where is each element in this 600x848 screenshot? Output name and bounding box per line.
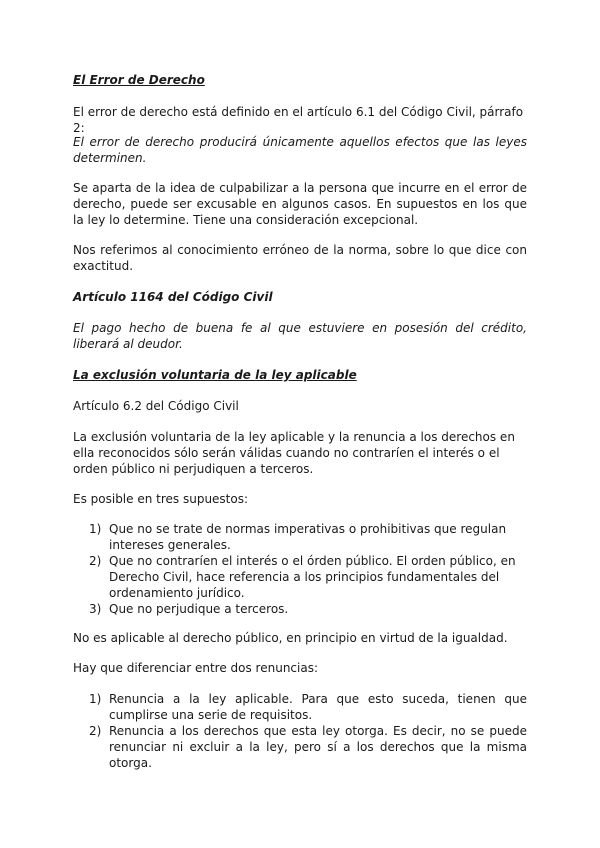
list-item	[73, 723, 527, 771]
list-item-text: Renuncia a los derechos que esta ley otorga. Es decir, no se puede renunciar ni excluir a la ley, pero sí a los derechos que la misma otorga.	[109, 724, 527, 770]
list-item-text: Que no se trate de normas imperativas o prohibitivas que regulan intereses generales.	[109, 522, 507, 552]
heading-exclusion-voluntaria: La exclusión voluntaria de la ley aplicable	[73, 368, 357, 382]
paragraph-excusable: Se aparta de la idea de culpabilizar a la persona que incurre en el error de derecho, puede ser excusable en algunos casos. En supuestos en los que la ley lo determine. Tiene una consideración excepcional.	[73, 181, 527, 227]
list-item	[73, 691, 527, 723]
list-renuncias	[73, 691, 527, 771]
list-item	[73, 553, 527, 601]
paragraph-articulo-6-2: Artículo 6.2 del Código Civil	[73, 399, 239, 413]
list-item-text: Renuncia a la ley aplicable. Para que esto suceda, tienen que cumplirse una serie de requisitos.	[109, 692, 527, 722]
paragraph-dos-renuncias: Hay que diferenciar entre dos renuncias:	[73, 661, 318, 675]
paragraph-tres-supuestos: Es posible en tres supuestos:	[73, 492, 249, 506]
paragraph-derecho-publico: No es aplicable al derecho público, en principio en virtud de la igualdad.	[73, 631, 508, 645]
heading-articulo-1164: Artículo 1164 del Código Civil	[73, 290, 273, 304]
list-item-number: 1)	[89, 692, 102, 706]
quote-articulo-1164: El pago hecho de buena fe al que estuviere en posesión del crédito, liberará al deudor.	[73, 321, 527, 351]
list-item-number: 2)	[89, 724, 102, 738]
paragraph-definition: El error de derecho está definido en el artículo 6.1 del Código Civil, párrafo 2:	[73, 105, 524, 135]
list-item-text: Que no contraríen el interés o el órden público. El orden público, en Derecho Civil, hace referencia a los principios fundamentales del ordenamiento jurídico.	[109, 554, 516, 600]
list-item	[73, 601, 527, 617]
list-item	[73, 521, 527, 553]
paragraph-exclusion-text: La exclusión voluntaria de la ley aplicable y la renuncia a los derechos en ella reconocidos sólo serán válidas cuando no contraríen el interés o el orden público ni perjudiquen a terceros.	[73, 430, 515, 476]
list-item-text: Que no perjudique a terceros.	[109, 602, 289, 616]
heading-error-de-derecho: El Error de Derecho	[73, 73, 205, 87]
list-item-number: 3)	[89, 602, 102, 616]
quote-article-6-1: El error de derecho producirá únicamente aquellos efectos que las leyes determinen.	[73, 135, 527, 165]
list-item-number: 1)	[89, 522, 102, 536]
list-item-number: 2)	[89, 554, 102, 568]
list-supuestos	[73, 521, 527, 617]
paragraph-conocimiento: Nos referimos al conocimiento erróneo de la norma, sobre lo que dice con exactitud.	[73, 243, 527, 273]
